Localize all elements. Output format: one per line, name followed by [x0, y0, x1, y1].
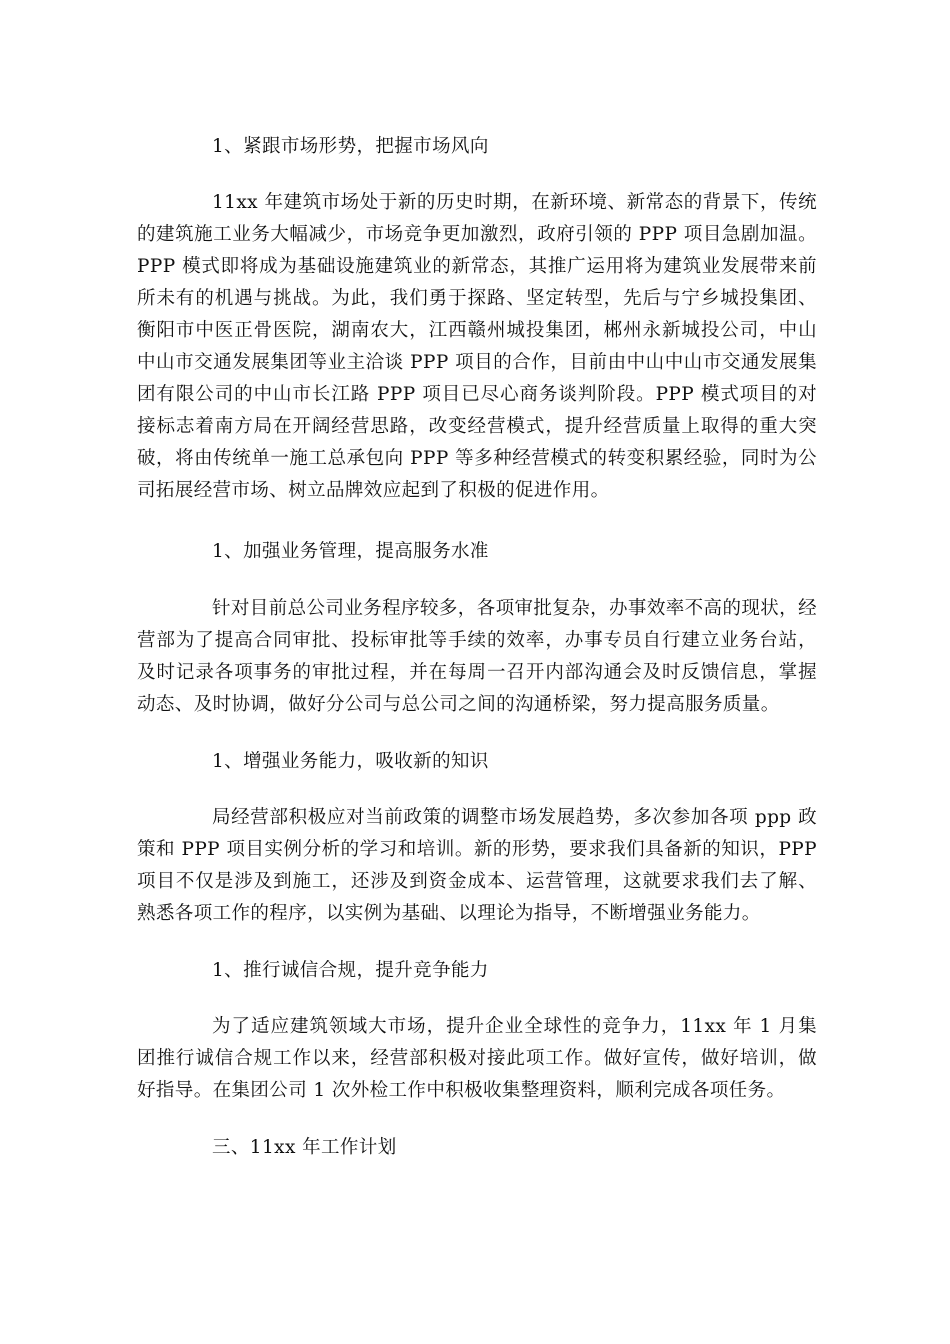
section-paragraph-4: 为了适应建筑领域大市场，提升企业全球性的竞争力，11xx 年 1 月集团推行诚信合规工作以来，经营部积极对接此项工作。做好宣传，做好培训，做好指导。在集团公司 1 次外检工作中积极收集整理资料，顺利完成各项任务。: [137, 1016, 817, 1101]
section-heading-2: 1、加强业务管理，提高服务水准: [212, 541, 489, 562]
section-heading-1: 1、紧跟市场形势，把握市场风向: [212, 136, 489, 157]
section-paragraph-2: 针对目前总公司业务程序较多，各项审批复杂，办事效率不高的现状，经营部为了提高合同审批、投标审批等手续的效率，办事专员自行建立业务台站，及时记录各项事务的审批过程，并在每周一召开内部沟通会及时反馈信息，掌握动态、及时协调，做好分公司与总公司之间的沟通桥梁，努力提高服务质量。: [137, 598, 817, 715]
final-heading: 三、11xx 年工作计划: [212, 1137, 397, 1158]
section-heading-3: 1、增强业务能力，吸收新的知识: [212, 751, 489, 772]
section-paragraph-3: 局经营部积极应对当前政策的调整市场发展趋势，多次参加各项 ppp 政策和 PPP 项目实例分析的学习和培训。新的形势，要求我们具备新的知识，PPP 项目不仅是涉及到施工，还涉及到资金成本、运营管理，这就要求我们去了解、熟悉各项工作的程序，以实例为基础、以理论为指导，不断增强业务能力。: [137, 807, 817, 924]
section-heading-4: 1、推行诚信合规，提升竞争能力: [212, 960, 489, 981]
section-paragraph-1: 11xx 年建筑市场处于新的历史时期，在新环境、新常态的背景下，传统的建筑施工业务大幅减少，市场竞争更加激烈，政府引领的 PPP 项目急剧加温。PPP 模式即将成为基础设施建筑业的新常态，其推广运用将为建筑业发展带来前所未有的机遇与挑战。为此，我们勇于探路、坚定转型，先后与宁乡城投集团、衡阳市中医正骨医院，湖南农大，江西赣州城投集团，郴州永新城投公司，中山中山市交通发展集团等业主洽谈 PPP 项目的合作，目前由中山中山市交通发展集团有限公司的中山市长江路 PPP 项目已尽心商务谈判阶段。PPP 模式项目的对接标志着南方局在开阔经营思路，改变经营模式，提升经营质量上取得的重大突破，将由传统单一施工总承包向 PPP 等多种经营模式的转变积累经验，同时为公司拓展经营市场、树立品牌效应起到了积极的促进作用。: [137, 192, 817, 501]
